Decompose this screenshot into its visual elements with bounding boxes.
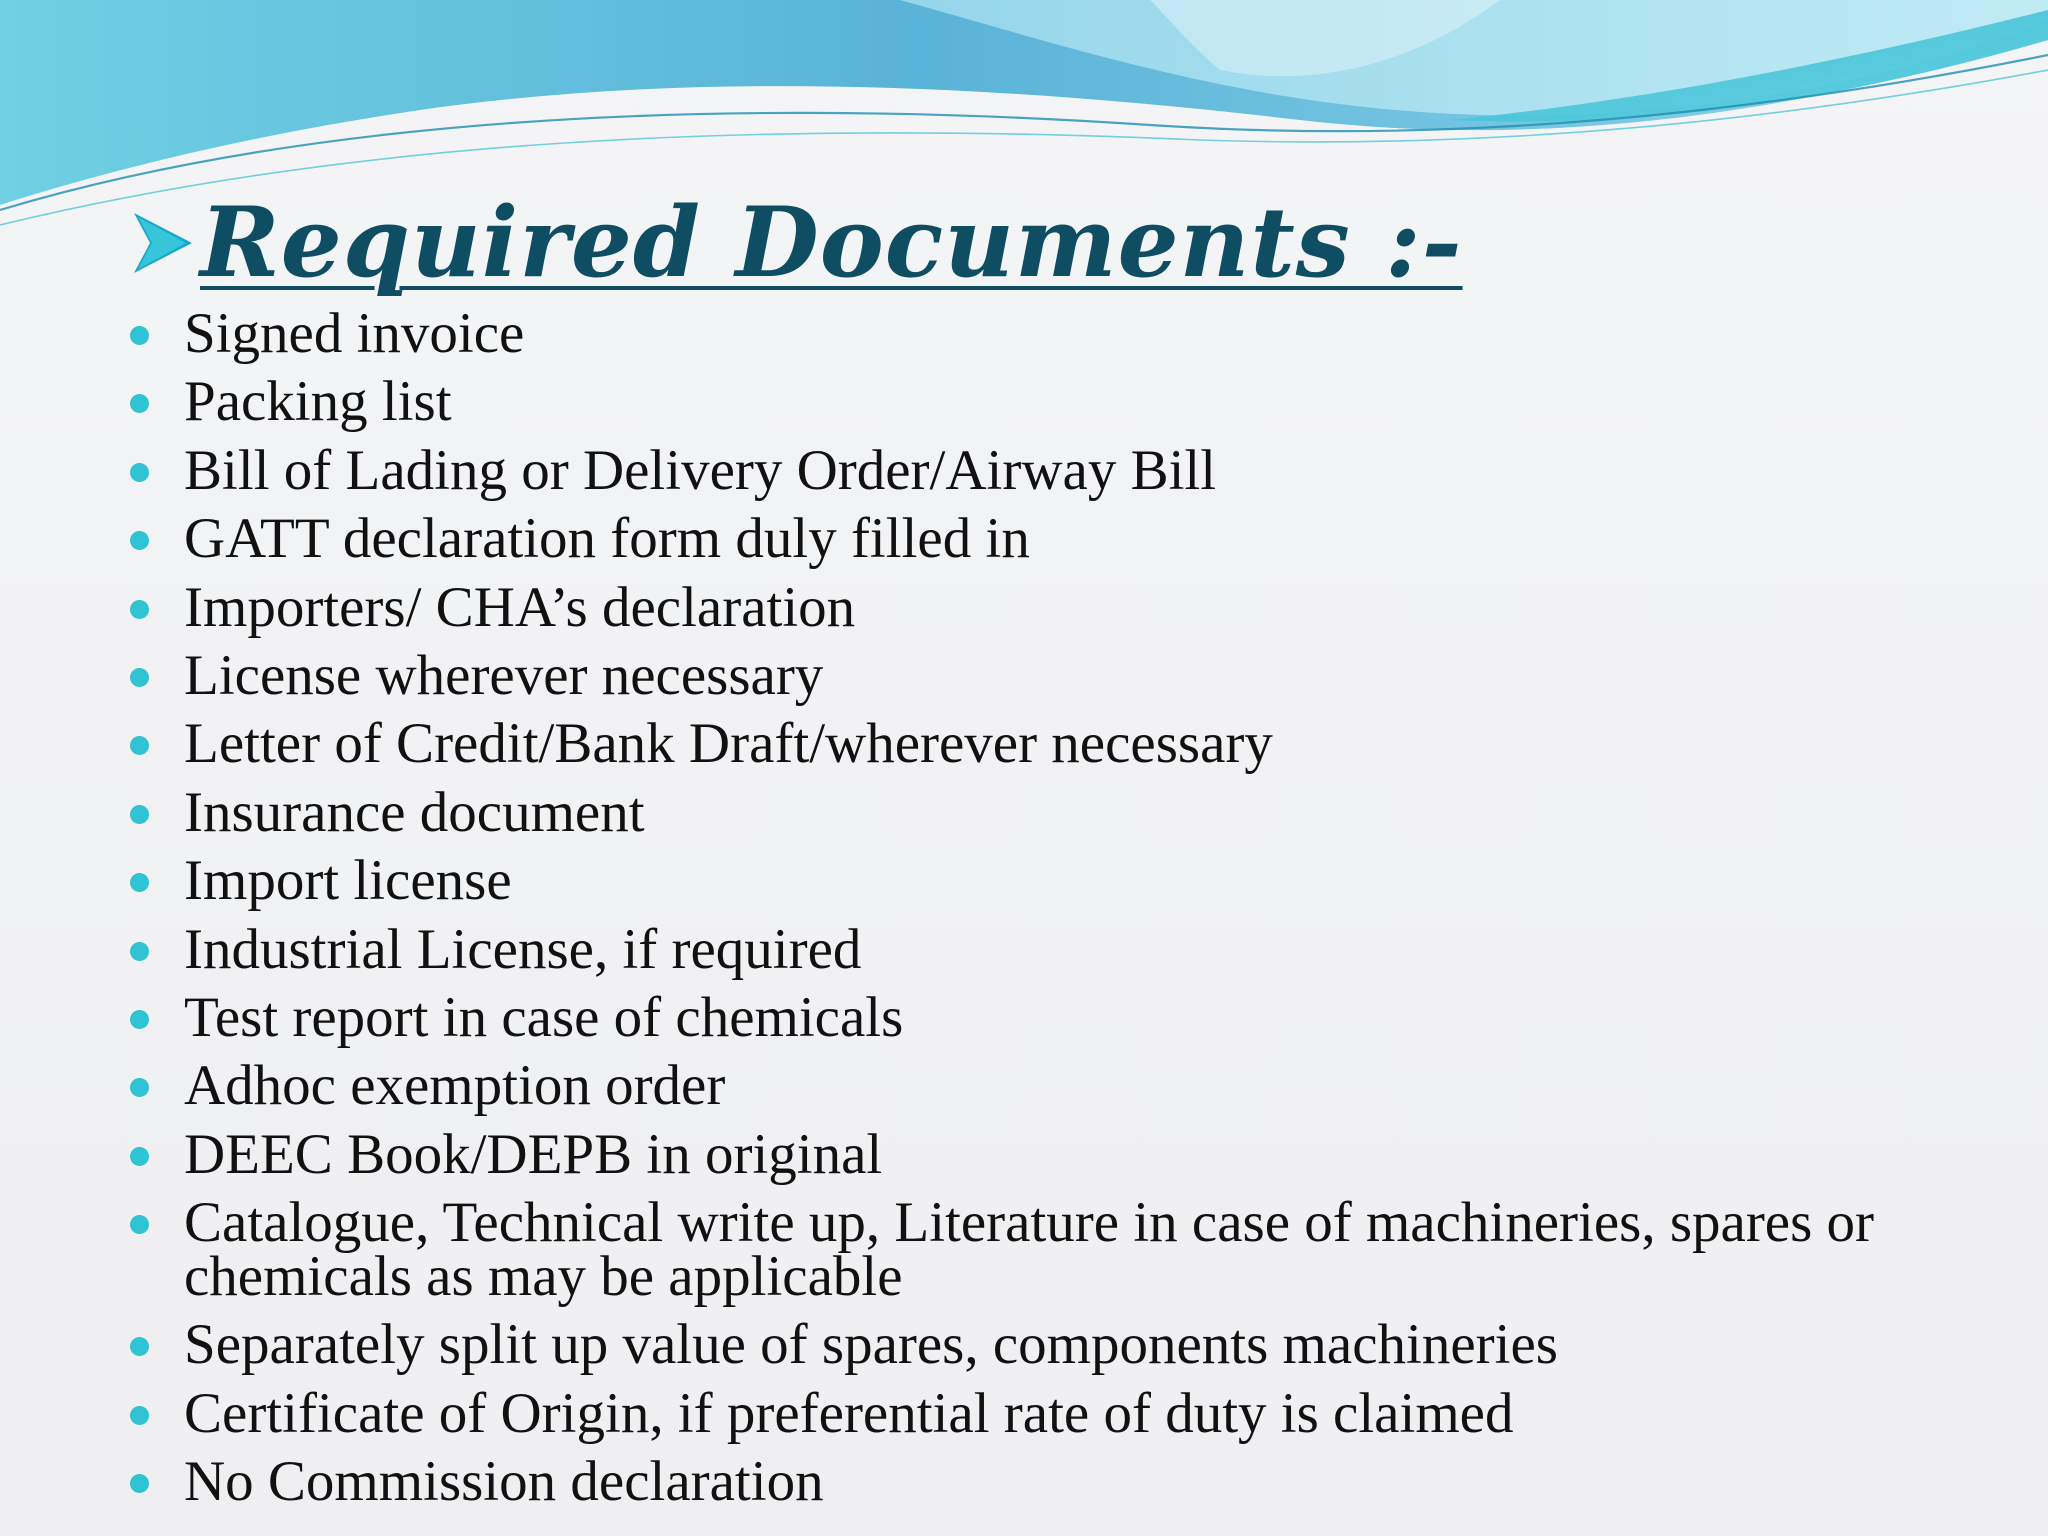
list-item bbox=[128, 916, 1928, 984]
list-item-text: Letter of Credit/Bank Draft/wherever necessary bbox=[184, 712, 1273, 776]
list-item bbox=[128, 642, 1928, 710]
bullet-dot-icon bbox=[130, 1215, 149, 1234]
list-item bbox=[128, 779, 1928, 847]
list-item bbox=[128, 300, 1928, 368]
list-item-text: Industrial License, if required bbox=[184, 917, 862, 981]
arrow-bullet-icon bbox=[128, 203, 198, 283]
list-item bbox=[128, 1448, 1928, 1516]
list-item bbox=[128, 1121, 1928, 1189]
list-item-text: Insurance document bbox=[184, 780, 645, 844]
list-item-text: Test report in case of chemicals bbox=[184, 986, 904, 1050]
list-item-text: Certificate of Origin, if preferential rate of duty is claimed bbox=[184, 1381, 1514, 1445]
bullet-dot-icon bbox=[130, 1078, 149, 1097]
bullet-dot-icon bbox=[130, 1010, 149, 1029]
list-item bbox=[128, 1311, 1928, 1379]
title-row bbox=[128, 188, 1463, 298]
list-item-text: License wherever necessary bbox=[184, 644, 824, 708]
bullet-dot-icon bbox=[130, 873, 149, 892]
list-item bbox=[128, 437, 1928, 505]
list-item-text: DEEC Book/DEPB in original bbox=[184, 1122, 883, 1186]
list-item-text: Separately split up value of spares, components machineries bbox=[184, 1313, 1558, 1377]
list-item bbox=[128, 984, 1928, 1052]
list-item-text: Importers/ CHA’s declaration bbox=[184, 575, 856, 639]
list-item-text: Adhoc exemption order bbox=[184, 1054, 726, 1118]
list-item-text: GATT declaration form duly filled in bbox=[184, 507, 1030, 571]
list-item bbox=[128, 368, 1928, 436]
list-item bbox=[128, 1189, 1928, 1311]
bullet-dot-icon bbox=[130, 1474, 149, 1493]
list-item-text: Catalogue, Technical write up, Literature in case of machineries, spares or chemicals as may be applicable bbox=[184, 1191, 1875, 1309]
list-item bbox=[128, 847, 1928, 915]
list-item-text: Signed invoice bbox=[184, 302, 525, 365]
bullet-dot-icon bbox=[130, 463, 149, 482]
bullet-dot-icon bbox=[130, 326, 149, 345]
list-item-text: Bill of Lading or Delivery Order/Airway Bill bbox=[184, 438, 1217, 502]
list-item bbox=[128, 710, 1928, 778]
bullet-dot-icon bbox=[130, 531, 149, 550]
list-item-text: No Commission declaration bbox=[184, 1450, 824, 1514]
bullet-dot-icon bbox=[130, 668, 149, 687]
list-item bbox=[128, 1380, 1928, 1448]
page-title: Required Documents :- bbox=[200, 186, 1463, 299]
bullet-dot-icon bbox=[130, 1337, 149, 1356]
bullet-dot-icon bbox=[130, 805, 149, 824]
list-item-text: Packing list bbox=[184, 370, 452, 434]
bullet-dot-icon bbox=[130, 1147, 149, 1166]
bullet-dot-icon bbox=[130, 600, 149, 619]
bullet-dot-icon bbox=[130, 394, 149, 413]
bullet-dot-icon bbox=[130, 942, 149, 961]
list-item bbox=[128, 1052, 1928, 1120]
list-item bbox=[128, 505, 1928, 573]
list-item bbox=[128, 574, 1928, 642]
list-item-text: Import license bbox=[184, 849, 512, 913]
required-documents-list bbox=[128, 300, 1928, 1517]
bullet-dot-icon bbox=[130, 1406, 149, 1425]
bullet-dot-icon bbox=[130, 736, 149, 755]
